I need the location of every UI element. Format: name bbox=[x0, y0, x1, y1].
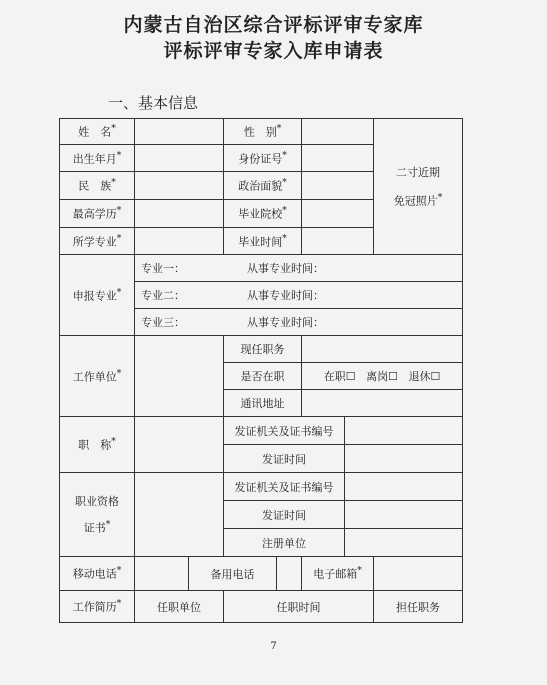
photo-box[interactable]: 二寸近期 免冠照片* bbox=[374, 119, 463, 255]
major-input[interactable] bbox=[135, 228, 224, 255]
label-address: 通讯地址 bbox=[224, 390, 302, 417]
title-issuing-authority-input[interactable] bbox=[345, 417, 463, 445]
page-number: 7 bbox=[270, 641, 277, 652]
label-name: 姓 名* bbox=[60, 119, 135, 145]
label-political: 政治面貌* bbox=[224, 172, 302, 200]
section-heading-basic-info: 一、基本信息 bbox=[108, 94, 199, 112]
label-birth: 出生年月* bbox=[60, 145, 135, 172]
label-cert-issuing-authority: 发证机关及证书编号 bbox=[224, 473, 345, 501]
cert-issue-time-input[interactable] bbox=[345, 501, 463, 529]
label-graduated-school: 毕业院校* bbox=[224, 200, 302, 228]
label-gender: 性 别* bbox=[224, 119, 302, 145]
gender-input[interactable] bbox=[302, 119, 374, 145]
title-issue-time-input[interactable] bbox=[345, 445, 463, 473]
major-1-row[interactable]: 专业一： 从事专业时间： bbox=[135, 255, 463, 282]
label-id-number: 身份证号* bbox=[224, 145, 302, 172]
status-option-retired[interactable]: 退休☐ bbox=[408, 370, 441, 383]
major-3-row[interactable]: 专业三： 从事专业时间： bbox=[135, 309, 463, 336]
application-form-table bbox=[59, 118, 463, 623]
status-option-employed[interactable]: 在职☐ bbox=[323, 370, 356, 383]
label-major: 所学专业* bbox=[60, 228, 135, 255]
label-graduation-time: 毕业时间* bbox=[224, 228, 302, 255]
name-input[interactable] bbox=[135, 119, 224, 145]
cert-issuing-authority-input[interactable] bbox=[345, 473, 463, 501]
political-input[interactable] bbox=[302, 172, 374, 200]
employer-input[interactable] bbox=[135, 336, 224, 417]
birth-input[interactable] bbox=[135, 145, 224, 172]
label-title: 职 称* bbox=[60, 417, 135, 473]
current-position-input[interactable] bbox=[302, 336, 463, 363]
label-ethnicity: 民 族* bbox=[60, 172, 135, 200]
label-title-issue-time: 发证时间 bbox=[224, 445, 345, 473]
label-employed: 是否在职 bbox=[224, 363, 302, 390]
id-number-input[interactable] bbox=[302, 145, 374, 172]
graduated-school-input[interactable] bbox=[302, 200, 374, 228]
col-header-employer: 任职单位 bbox=[135, 591, 224, 623]
major-2-row[interactable]: 专业二： 从事专业时间： bbox=[135, 282, 463, 309]
mobile-input[interactable] bbox=[135, 557, 189, 591]
label-title-issuing-authority: 发证机关及证书编号 bbox=[224, 417, 345, 445]
label-mobile: 移动电话* bbox=[60, 557, 135, 591]
label-work-history: 工作简历* bbox=[60, 591, 135, 623]
form-title-line-1: 内蒙古自治区综合评标评审专家库 bbox=[123, 14, 424, 36]
label-cert-issue-time: 发证时间 bbox=[224, 501, 345, 529]
address-input[interactable] bbox=[302, 390, 463, 417]
form-title-line-2: 评标评审专家入库申请表 bbox=[163, 40, 384, 62]
label-employer: 工作单位* bbox=[60, 336, 135, 417]
label-declared-major: 申报专业* bbox=[60, 255, 135, 336]
label-current-position: 现任职务 bbox=[224, 336, 302, 363]
status-option-off-post[interactable]: 离岗☐ bbox=[366, 370, 398, 383]
graduation-time-input[interactable] bbox=[302, 228, 374, 255]
label-qualification: 职业资格 证书* bbox=[60, 473, 135, 557]
ethnicity-input[interactable] bbox=[135, 172, 224, 200]
registration-unit-input[interactable] bbox=[345, 529, 463, 557]
label-education: 最高学历* bbox=[60, 200, 135, 228]
title-input[interactable] bbox=[135, 417, 224, 473]
label-email: 电子邮箱* bbox=[302, 557, 374, 591]
label-backup-phone: 备用电话 bbox=[189, 557, 277, 591]
qualification-input[interactable] bbox=[135, 473, 224, 557]
col-header-tenure: 任职时间 bbox=[224, 591, 374, 623]
email-input[interactable] bbox=[374, 557, 463, 591]
education-input[interactable] bbox=[135, 200, 224, 228]
col-header-position: 担任职务 bbox=[374, 591, 463, 623]
backup-phone-input[interactable] bbox=[277, 557, 302, 591]
label-registration-unit: 注册单位 bbox=[224, 529, 345, 557]
employment-status-options[interactable] bbox=[302, 363, 463, 390]
